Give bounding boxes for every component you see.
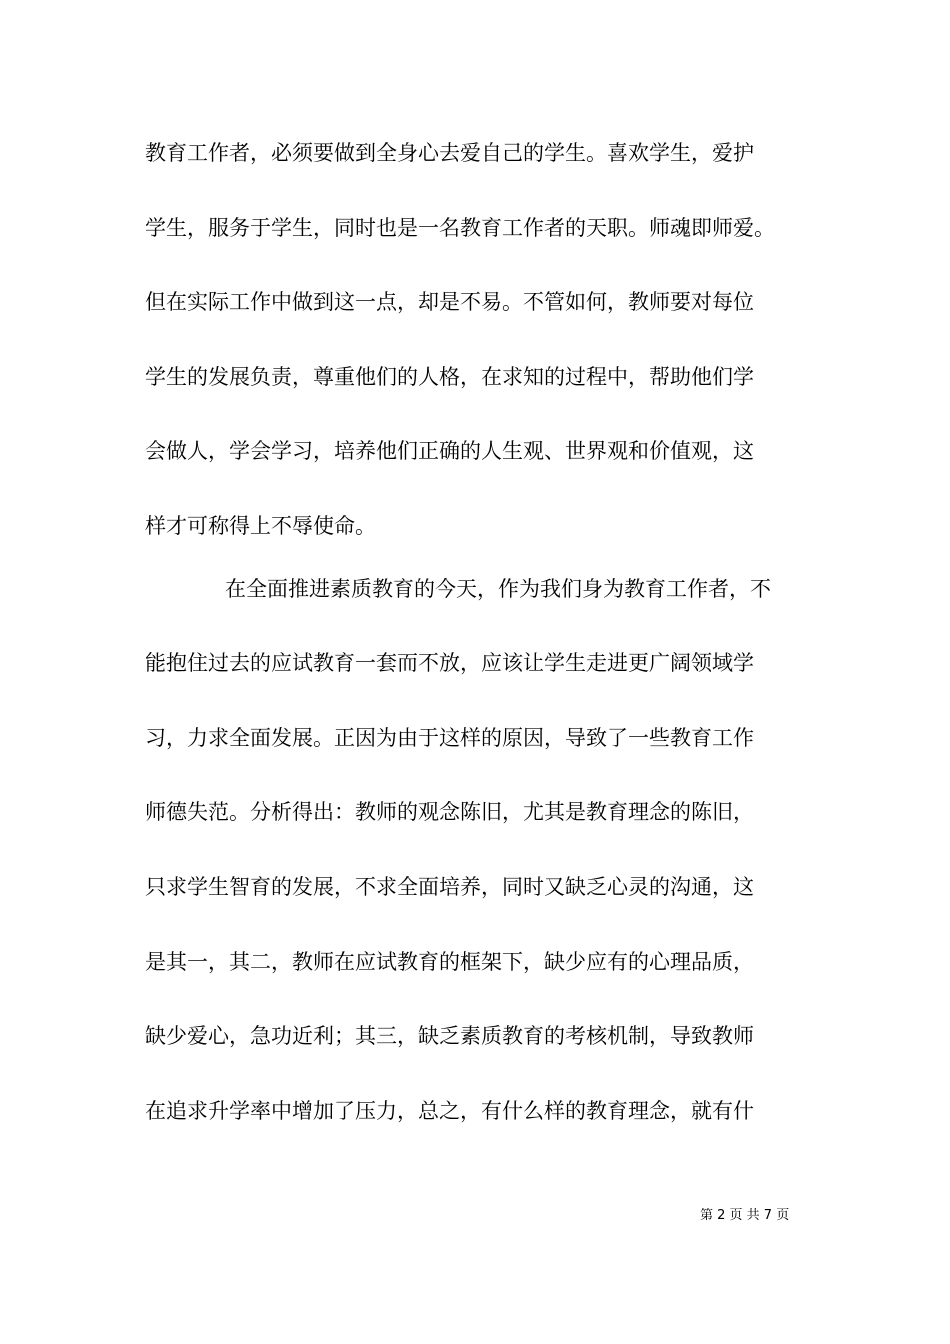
text-line: 教育工作者，必须要做到全身心去爱自己的学生。喜欢学生，爱护 <box>145 141 754 165</box>
text-line: 在追求升学率中增加了压力，总之，有什么样的教育理念，就有什 <box>145 1099 754 1123</box>
text-line: 样才可称得上不辱使命。 <box>145 514 376 538</box>
text-line: 师德失范。分析得出：教师的观念陈旧，尤其是教育理念的陈旧， <box>145 800 754 824</box>
text-line: 习，力求全面发展。正因为由于这样的原因，导致了一些教育工作 <box>145 726 754 750</box>
text-line: 但在实际工作中做到这一点，却是不易。不管如何，教师要对每位 <box>145 290 754 314</box>
text-line: 会做人，学会学习，培养他们正确的人生观、世界观和价值观，这 <box>145 439 754 463</box>
text-line: 只求学生智育的发展，不求全面培养，同时又缺乏心灵的沟通，这 <box>145 875 754 899</box>
text-line: 学生，服务于学生，同时也是一名教育工作者的天职。师魂即师爱。 <box>145 216 775 240</box>
page-number-footer: 第 2 页 共 7 页 <box>700 1208 790 1223</box>
text-line: 在全面推进素质教育的今天，作为我们身为教育工作者，不 <box>225 577 771 601</box>
text-line: 是其一，其二，教师在应试教育的框架下，缺少应有的心理品质， <box>145 950 754 974</box>
text-line: 学生的发展负责，尊重他们的人格，在求知的过程中，帮助他们学 <box>145 365 754 389</box>
text-line: 能抱住过去的应试教育一套而不放，应该让学生走进更广阔领域学 <box>145 651 754 675</box>
text-line: 缺少爱心，急功近利；其三，缺乏素质教育的考核机制，导致教师 <box>145 1024 754 1048</box>
